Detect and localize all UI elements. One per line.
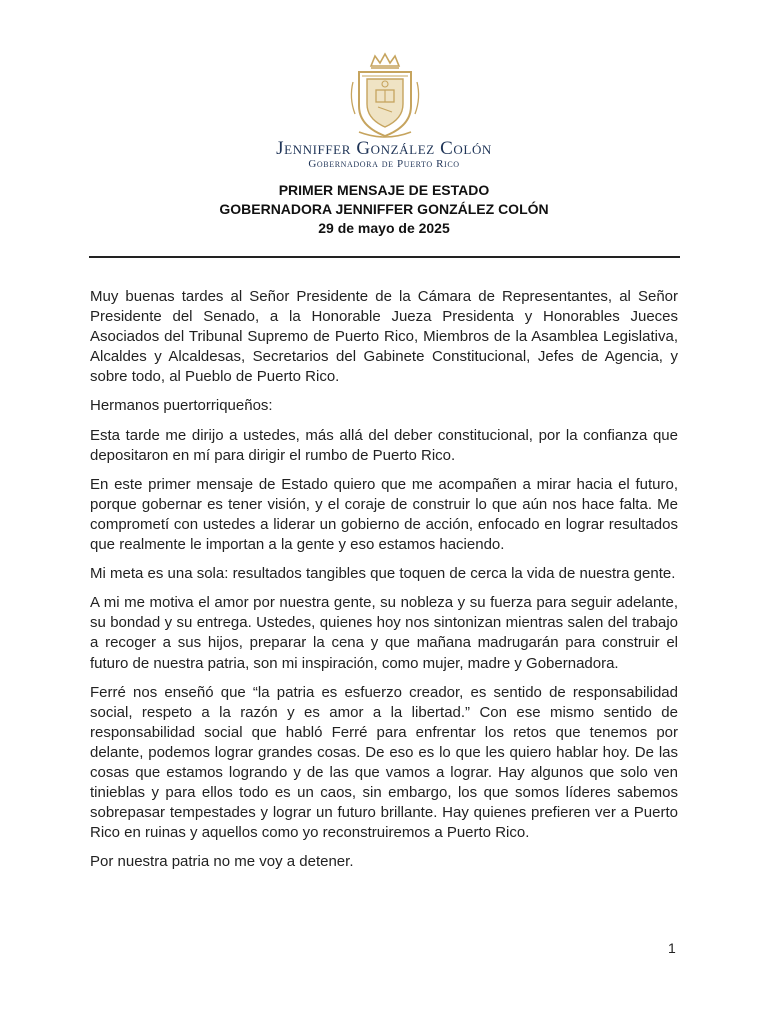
paragraph: Ferré nos enseñó que “la patria es esfuerzo creador, es sentido de responsabilidad social, respeto a la razón y es amor a la libertad.” Con ese mismo sentido de responsabilidad social que habló Ferré para enfrentar los retos que tenemos por delante, podemos lograr grandes cosas. De eso es lo que les quiero hablar hoy. De las cosas que estamos logrando y de las que vamos a lograr. Hay algunos que solo ven tinieblas y para ellos todo es un caos, sin embargo, los que somos líderes sabemos sobrepasar tempestades y lograr un futuro brillante. Hay quienes prefieren ver a Puerto Rico en ruinas y aquellos como yo reconstruiremos a Puerto Rico. [90,683,678,842]
governor-role: Gobernadora de Puerto Rico [308,158,460,170]
paragraph: Hermanos puertorriqueños: [90,397,273,415]
paragraph: A mi me motiva el amor por nuestra gente, su nobleza y su fuerza para seguir adelante, su bondad y su entrega. Ustedes, quienes hoy nos sintonizan mientras salen del trabajo a recoger a sus hijos, preparar la cena y que mañana madrugarán para construir el futuro de nuestra patria, son mi inspiración, como mujer, madre y Gobernadora. [90,594,678,672]
horizontal-rule [89,256,680,258]
governor-name: Jenniffer González Colón [276,138,492,159]
document-title-block [0,181,768,238]
paragraph: Esta tarde me dirijo a ustedes, más allá del deber constitucional, por la confianza que depositaron en mí para dirigir el rumbo de Puerto Rico. [90,426,678,464]
page-number: 1 [668,940,676,956]
paragraph: Mi meta es una sola: resultados tangibles que toquen de cerca la vida de nuestra gente. [90,565,676,583]
title-line-2: GOBERNADORA JENNIFFER GONZÁLEZ COLÓN [219,201,549,217]
paragraph: Muy buenas tardes al Señor Presidente de la Cámara de Representantes, al Señor Presidente del Senado, a la Honorable Jueza Presidenta y Honorables Jueces Asociados del Tribunal Supremo de Puerto Rico, Miembros de la Asamblea Legislativa, Alcaldes y Alcaldesas, Secretarios del Gabinete Constitucional, Jefes de Agencia, y sobre todo, al Pueblo de Puerto Rico. [90,288,678,386]
coat-of-arms-seal-icon [345,52,425,140]
title-line-1: PRIMER MENSAJE DE ESTADO [278,182,490,198]
paragraph: En este primer mensaje de Estado quiero que me acompañen a mirar hacia el futuro, porque gobernar es tener visión, y el coraje de construir lo que aún nos hace falta. Me comprometí con ustedes a liderar un gobierno de acción, enfocado en lograr resultados que realmente le importan a la gente y eso estamos haciendo. [90,475,678,554]
speech-body [90,287,678,881]
title-date: 29 de mayo de 2025 [318,220,450,236]
paragraph: Por nuestra patria no me voy a detener. [90,853,354,871]
